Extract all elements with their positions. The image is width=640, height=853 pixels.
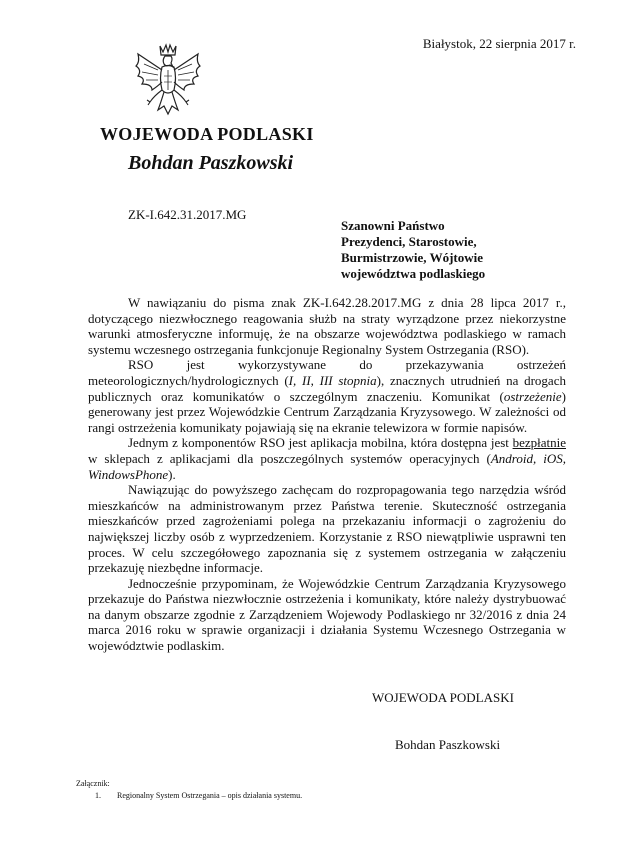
- paragraph-3: [88, 435, 566, 482]
- paragraph-2-text: ), znacznych utrudnień na drogach publicznych oraz komunikatów o szczególnym znaczeniu. Komunikat (: [88, 372, 566, 404]
- paragraph-2: [88, 357, 566, 435]
- paragraph-4: Nawiązując do powyższego zachęcam do rozpropagowania tego narzędzia wśród mieszkańców na administrowanym przez Państwa terenie. Skuteczność ostrzegania mieszkańców przed zagrożeniami polega na przekazaniu informacji o zagrożeniu do największej liczby osób z wyprzedzeniem. Korzystanie z RSO niewątpliwie usprawni ten proces. W celu szczegółowego zapoznania się z systemem ostrzegania w załączeniu przekazuję niezbędne informacje.: [88, 482, 566, 576]
- signature-office: WOJEWODA PODLASKI: [372, 690, 514, 705]
- letter-body: [88, 295, 566, 654]
- paragraph-2-text: RSO jest wykorzystywane do przekazywania ostrzeżeń meteorologicznych/hydrologicznych (: [88, 357, 566, 388]
- letter-date: Białystok, 22 sierpnia 2017 r.: [422, 36, 576, 51]
- attachment-text: Regionalny System Ostrzegania – opis działania systemu.: [117, 791, 303, 800]
- warning-levels: I, II, III stopnia: [288, 372, 377, 388]
- person-name: Bohdan Paszkowski: [128, 152, 294, 174]
- attachment-label: Załącznik:: [76, 779, 110, 788]
- paragraph-5: Jednocześnie przypominam, że Wojewódzkie Centrum Zarządzania Kryzysowego przekazuje do Państwa niezwłocznie ostrzeżenia i komunikaty, które należy dystrybuować na danym obszarze zgodnie z Zarządzeniem Wojewody Podlaskiego nr 32/2016 z dnia 24 marca 2016 roku w sprawie organizacji i działania Systemu Wczesnego Ostrzegania w województwie podlaskim.: [88, 575, 566, 654]
- operating-systems: Android, iOS, WindowsPhone: [88, 450, 566, 482]
- attachment-item: [95, 791, 302, 800]
- addressee-line: województwa podlaskiego: [341, 266, 486, 281]
- reference-number: ZK-I.642.31.2017.MG: [128, 207, 247, 222]
- paragraph-3-text: Jednym z komponentów RSO jest aplikacja mobilna, która dostępna jest: [128, 435, 513, 451]
- warning-term: ostrzeżenie: [503, 388, 562, 404]
- office-title: WOJEWODA PODLASKI: [100, 124, 314, 144]
- paragraph-2-text: ) generowany jest przez Wojewódzkie Centrum Zarządzania Kryzysowego. W zależności od rangi ostrzeżenia komunikaty pojawiają się na ekranie telewizora w formie napisów.: [88, 388, 566, 435]
- paragraph-3-text: w sklepach z aplikacjami dla poszczególnych systemów operacyjnych (: [88, 450, 491, 466]
- attachment-number: 1.: [95, 791, 101, 800]
- addressee-line: Prezydenci, Starostowie,: [341, 234, 477, 249]
- paragraph-3-text: ).: [168, 466, 176, 482]
- polish-eagle-emblem-icon: [128, 40, 208, 122]
- addressee-line: Burmistrzowie, Wójtowie: [341, 250, 484, 265]
- addressee-block: [341, 218, 485, 282]
- paragraph-1: W nawiązaniu do pisma znak ZK-I.642.28.2017.MG z dnia 28 lipca 2017 r., dotyczącego niezwłocznego reagowania służb na straty wyrządzone przez niekorzystne warunki atmosferyczne informuję, że na obszarze województwa podlaskiego w ramach systemu wczesnego ostrzegania funkcjonuje Regionalny System Ostrzegania (RSO).: [88, 295, 566, 357]
- signature-name: Bohdan Paszkowski: [395, 737, 501, 752]
- addressee-line: Szanowni Państwo: [341, 218, 445, 233]
- free-emphasis: bezpłatnie: [512, 435, 566, 451]
